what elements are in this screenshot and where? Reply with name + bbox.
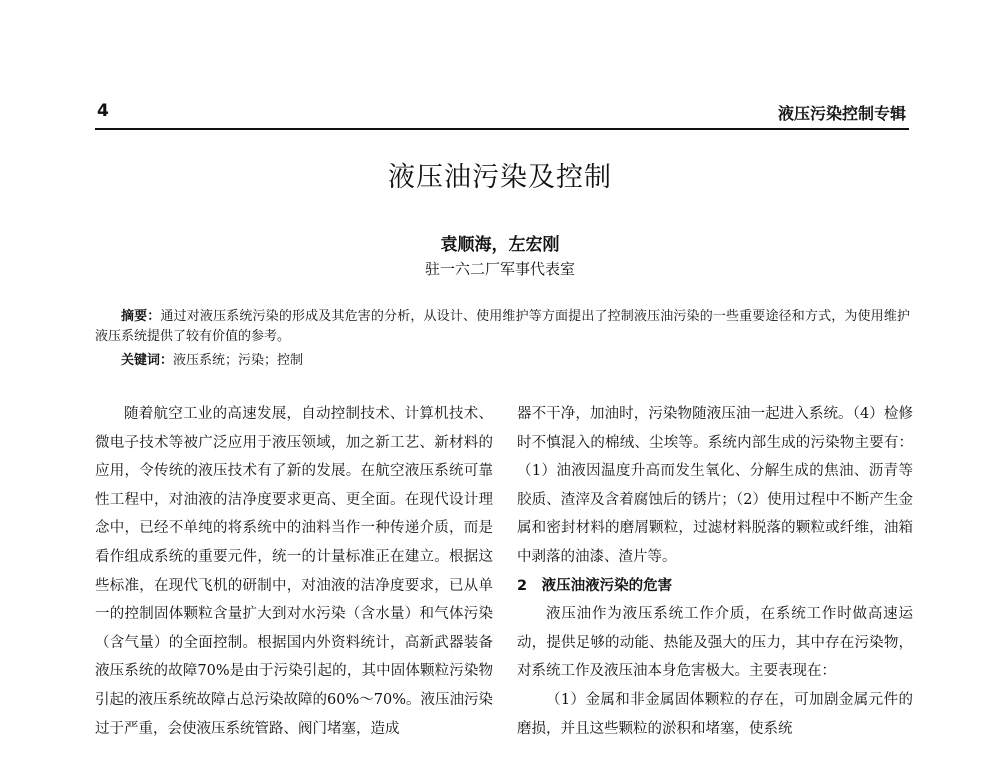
body-paragraph-hazards: 液压油作为液压系统工作介质，在系统工作时做高速运动，提供足够的动能、热能及强大的压力，其中存在污染物，对系统工作及液压油本身危害极大。主要表现在： (517, 606, 913, 680)
author-affiliation: 驻一六二厂军事代表室 (424, 260, 575, 278)
running-head: 液压污染控制专辑 (777, 104, 906, 123)
article-authors: 袁顺海，左宏刚 (440, 235, 560, 255)
body-column-right (517, 400, 913, 743)
abstract-paragraph (95, 307, 910, 347)
keywords-line (95, 351, 910, 371)
keywords-text: 液压系统；污染；控制 (173, 353, 304, 368)
article-title: 液压油污染及控制 (388, 162, 612, 193)
body-paragraph-particles: （1）金属和非金属固体颗粒的存在，可加剧金属元件的磨损，并且这些颗粒的淤积和堵塞，使系统 (517, 691, 913, 737)
abstract-label: 摘要： (121, 309, 161, 324)
header-rule (95, 128, 909, 130)
body-paragraph-intro: 随着航空工业的高速发展，自动控制技术、计算机技术、微电子技术等被广泛应用于液压领域，加之新工艺、新材料的应用，令传统的液压技术有了新的发展。在航空液压系统可靠性工程中，对油液的洁净度要求更高、更全面。在现代设计理念中，已经不单纯的将系统中的油料当作一种传递介质，而是看作组成系统的重要元件，统一的计量标准正在建立。根据这些标准，在现代飞机的研制中，对油液的洁净度要求，已从单一的控制固体颗粒含量扩大到对水污染（含水量）和气体污染（含气量）的全面控制。根据国内外资料统计，高新武器装备液压系统的故障70%是由于污染引起的，其中固体颗粒污染物引起的液压系统故障占总污染故障的60%～70%。液压油污染过于严重，会使液压系统管路、阀门堵塞，造成 (95, 406, 493, 737)
abstract-text: 通过对液压系统污染的形成及其危害的分析，从设计、使用维护等方面提出了控制液压油污染的一些重要途径和方式，为使用维护液压系统提供了较有价值的参考。 (95, 309, 910, 344)
abstract-block (95, 307, 910, 347)
body-paragraph-contaminants: 器不干净，加油时，污染物随液压油一起进入系统。（4）检修时不慎混入的棉绒、尘埃等。系统内部生成的污染物主要有：（1）油液因温度升高而发生氧化、分解生成的焦油、沥青等胶质、渣滓及含着腐蚀后的锈片；（2）使用过程中不断产生金属和密封材料的磨屑颗粒，过滤材料脱落的颗粒或纤维，油箱中剥落的油漆、渣片等。 (517, 406, 913, 565)
page-number: 4 (97, 101, 109, 121)
keywords-label: 关键词： (121, 353, 174, 368)
section-heading-2: 2 液压油液污染的危害 (517, 577, 673, 594)
body-column-left (95, 400, 493, 743)
